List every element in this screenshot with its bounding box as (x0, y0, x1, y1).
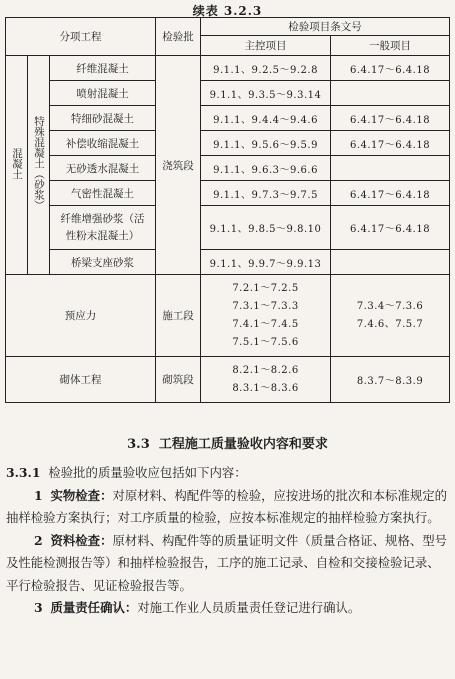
section-title: 工程施工质量验收内容和要求 (158, 437, 328, 452)
row-name: 气密性混凝土 (50, 181, 156, 206)
row-main: 9.1.1、9.4.4～9.4.6 (201, 106, 331, 131)
prestress-lot: 施工段 (156, 275, 201, 357)
row-general: 6.4.17～6.4.18 (331, 181, 450, 206)
clause-text: 检验批的质量验收应包括如下内容： (48, 465, 247, 480)
header-general-items: 一般项目 (331, 36, 450, 56)
row-main: 9.1.1、9.7.3～9.7.5 (201, 181, 331, 206)
row-name: 补偿收缩混凝土 (50, 131, 156, 156)
table-row (6, 56, 450, 81)
table-row (6, 357, 450, 403)
clause-item: 1 实物检查：对原材料、构配件等的检验，应按进场的批次和本标准规定的抽样检验方案执行；对工序质量的检验，应按本标准规定的抽样检验方案执行。 (6, 487, 448, 525)
clause-item: 3 质量责任确认：对施工作业人员质量责任登记进行确认。 (34, 600, 361, 615)
clause-number: 3.3.1 (6, 465, 41, 480)
clause-item: 2 资料检查：原材料、构配件等的质量证明文件（质量合格证、规格、型号及性能检测报告等）和抽样检验报告，工序的施工记录、自检和交接检验记录、平行检验报告、见证检验报告等。 (6, 532, 448, 593)
row-main: 9.1.1、9.3.5～9.3.14 (201, 81, 331, 106)
concrete-outer-label: 混凝土 (6, 56, 28, 275)
masonry-lot: 砌筑段 (156, 357, 201, 403)
row-main: 9.1.1、9.9.7～9.9.13 (201, 250, 331, 275)
row-general (331, 81, 450, 106)
prestress-general: 7.3.4～7.3.6 7.4.6、7.5.7 (331, 275, 450, 357)
header-clause-numbers: 检验项目条文号 (201, 18, 450, 36)
row-main: 9.1.1、9.5.6～9.5.9 (201, 131, 331, 156)
row-general: 6.4.17～6.4.18 (331, 56, 450, 81)
row-general: 6.4.17～6.4.18 (331, 106, 450, 131)
concrete-lot: 浇筑段 (156, 56, 201, 275)
table-title: 续表 3.2.3 (192, 4, 263, 18)
masonry-main: 8.2.1～8.2.6 8.3.1～8.3.6 (201, 357, 331, 403)
row-general: 6.4.17～6.4.18 (331, 206, 450, 250)
row-main: 9.1.1、9.6.3～9.6.6 (201, 156, 331, 181)
header-sub-project: 分项工程 (6, 18, 156, 56)
row-name: 无砂透水混凝土 (50, 156, 156, 181)
table-row (6, 156, 450, 181)
prestress-name: 预应力 (6, 275, 156, 357)
table-row (6, 131, 450, 156)
row-main: 9.1.1、9.8.5～9.8.10 (201, 206, 331, 250)
masonry-name: 砌体工程 (6, 357, 156, 403)
row-name: 纤维增强砂浆（活性粉末混凝土） (50, 206, 156, 250)
row-general (331, 156, 450, 181)
row-name: 纤维混凝土 (50, 56, 156, 81)
row-general (331, 250, 450, 275)
header-inspection-lot: 检验批 (156, 18, 201, 56)
row-name: 喷射混凝土 (50, 81, 156, 106)
section-number: 3.3 (127, 437, 150, 452)
inspection-items-table (5, 17, 450, 403)
table-row (6, 106, 450, 131)
row-general: 6.4.17～6.4.18 (331, 131, 450, 156)
row-name: 特细砂混凝土 (50, 106, 156, 131)
table-row (6, 275, 450, 357)
row-name: 桥梁支座砂浆 (50, 250, 156, 275)
clause-intro (6, 462, 449, 485)
clause-body (6, 462, 449, 620)
table-row (6, 206, 450, 250)
table-row (6, 81, 450, 106)
special-concrete-label: 特殊混凝土（砂浆） (28, 56, 50, 275)
masonry-general: 8.3.7～8.3.9 (331, 357, 450, 403)
header-main-items: 主控项目 (201, 36, 331, 56)
row-main: 9.1.1、9.2.5～9.2.8 (201, 56, 331, 81)
prestress-main: 7.2.1～7.2.5 7.3.1～7.3.3 7.4.1～7.4.5 7.5.1～7.5.6 (201, 275, 331, 357)
table-row (6, 250, 450, 275)
section-heading (0, 433, 455, 452)
table-row (6, 181, 450, 206)
